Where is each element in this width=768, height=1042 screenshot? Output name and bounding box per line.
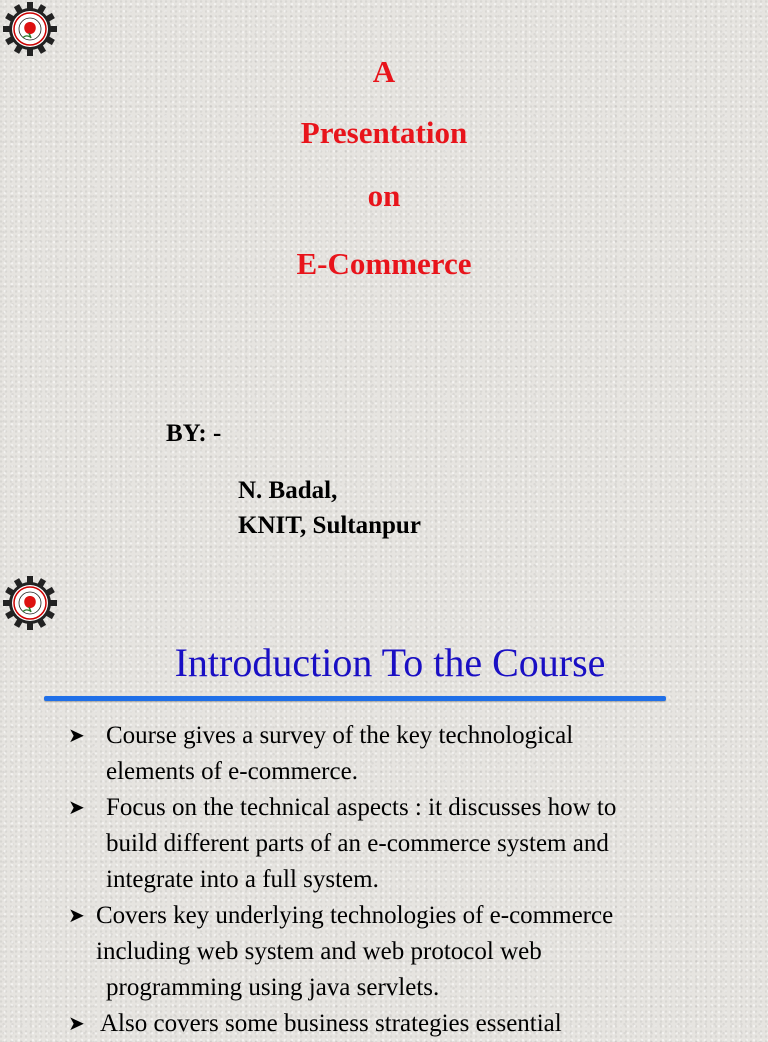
bullet-text-line: Covers key underlying technologies of e-commerce [96,902,614,929]
title-line-3: on [367,178,401,213]
arrowhead-bullet-icon: ➤ [68,1013,85,1035]
list-item [68,898,768,1006]
institute-logo-icon [3,2,57,56]
institute-logo-icon [3,576,57,630]
bullet-text-line: Course gives a survey of the key technological [106,722,574,749]
arrowhead-bullet-icon: ➤ [68,725,85,747]
bullet-list [68,718,768,1042]
bullet-text-line: elements of e-commerce. [106,758,358,785]
arrowhead-bullet-icon: ➤ [68,905,85,927]
introduction-slide [0,568,768,1037]
author-name: N. Badal, [238,477,338,504]
bullet-text-line: including web system and web protocol web [96,938,542,965]
arrowhead-bullet-icon: ➤ [68,797,85,819]
list-item [68,718,768,790]
bullet-text-line: integrate into a full system. [106,866,379,893]
slide-title: Introduction To the Course [174,640,606,685]
list-item [68,790,768,898]
bullet-text-line: Focus on the technical aspects : it discusses how to [106,794,617,821]
list-item [68,1006,768,1042]
title-line-1: A [372,54,396,89]
author-affiliation: KNIT, Sultanpur [238,512,421,539]
bullet-text-line: programming using java servlets. [106,974,440,1001]
bullet-text-line: Also covers some business strategies essential [100,1010,562,1037]
title-line-2: Presentation [300,115,468,150]
title-divider [44,696,666,701]
by-label: BY: - [166,420,222,447]
bullet-text-line: build different parts of an e-commerce system and [106,830,609,857]
title-line-4: E-Commerce [296,246,472,281]
